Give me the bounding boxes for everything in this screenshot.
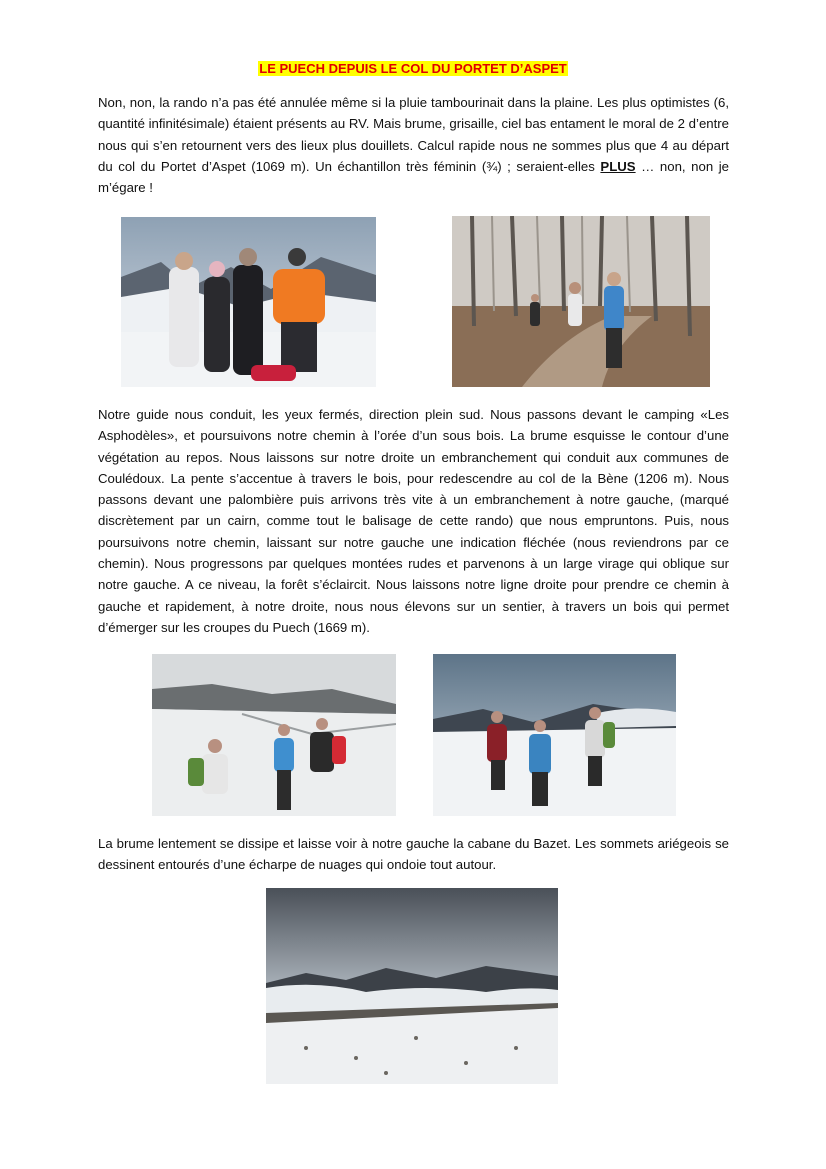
document-title	[0, 60, 826, 78]
photo-cloud-sea	[266, 888, 558, 1084]
photo-snowy-slope	[152, 654, 396, 816]
photo-group-summit	[121, 217, 376, 387]
route-paragraph: Notre guide nous conduit, les yeux fermés, direction plein sud. Nous passons devant le camping «Les Asphodèles», et poursuivons notre chemin à l’orée d’un sous bois. La brume esquisse le contour d’une végétation au repos. Nous laissons sur notre droite un embranchement qui conduit aux communes de Coulédoux. La pente s’accentue à travers le bois, pour redescendre au col de la Bène (1206 m). Nous passons devant une palombière puis arrivons très vite à un embranchement à notre gauche, (marqué discrètement par un cairn, comme tout le balisage de cette rando) que nous empruntons. Puis, nous poursuivons notre chemin, laissant sur notre gauche une indication fléchée (nous reviendrons par ce chemin). Nous progressons par quelques montées rudes et parvenons à un large virage qui oblique sur notre gauche. A ce niveau, la forêt s’éclaircit. Nous laissons notre ligne droite pour prendre ce chemin à gauche et rapidement, à notre droite, nous nous élevons sur un sentier, à travers un bois qui permet d’émerger sur les croupes du Puech (1669 m).	[98, 407, 729, 635]
intro-text-before: Non, non, la rando n’a pas été annulée même si la pluie tambourinait dans la plaine. Les plus optimistes (6, quantité infinitésimale) étaient présents au RV. Mais brume, grisaille, ciel bas entament le moral de 2 d’entre nous qui s’en retournent vers des lieux plus douillets. Calcul rapide nous ne sommes plus que 4 au départ du col du Portet d’Aspet (1069 m). Un échantillon très féminin (¾) ; seraient-elles	[98, 95, 729, 174]
photo-misty-forest	[452, 216, 710, 387]
intro-text-after: … non, non je m’égare !	[98, 158, 729, 196]
photo-snowy-ridge	[433, 654, 676, 816]
intro-emphasis: PLUS	[600, 158, 636, 174]
title-text: LE PUECH DEPUIS LE COL DU PORTET D’ASPET	[259, 61, 567, 76]
intro-paragraph	[98, 92, 729, 198]
view-paragraph: La brume lentement se dissipe et laisse voir à notre gauche la cabane du Bazet. Les sommets ariégeois se dessinent entourés d’une écharpe de nuages qui ondoie tout autour.	[98, 836, 729, 873]
